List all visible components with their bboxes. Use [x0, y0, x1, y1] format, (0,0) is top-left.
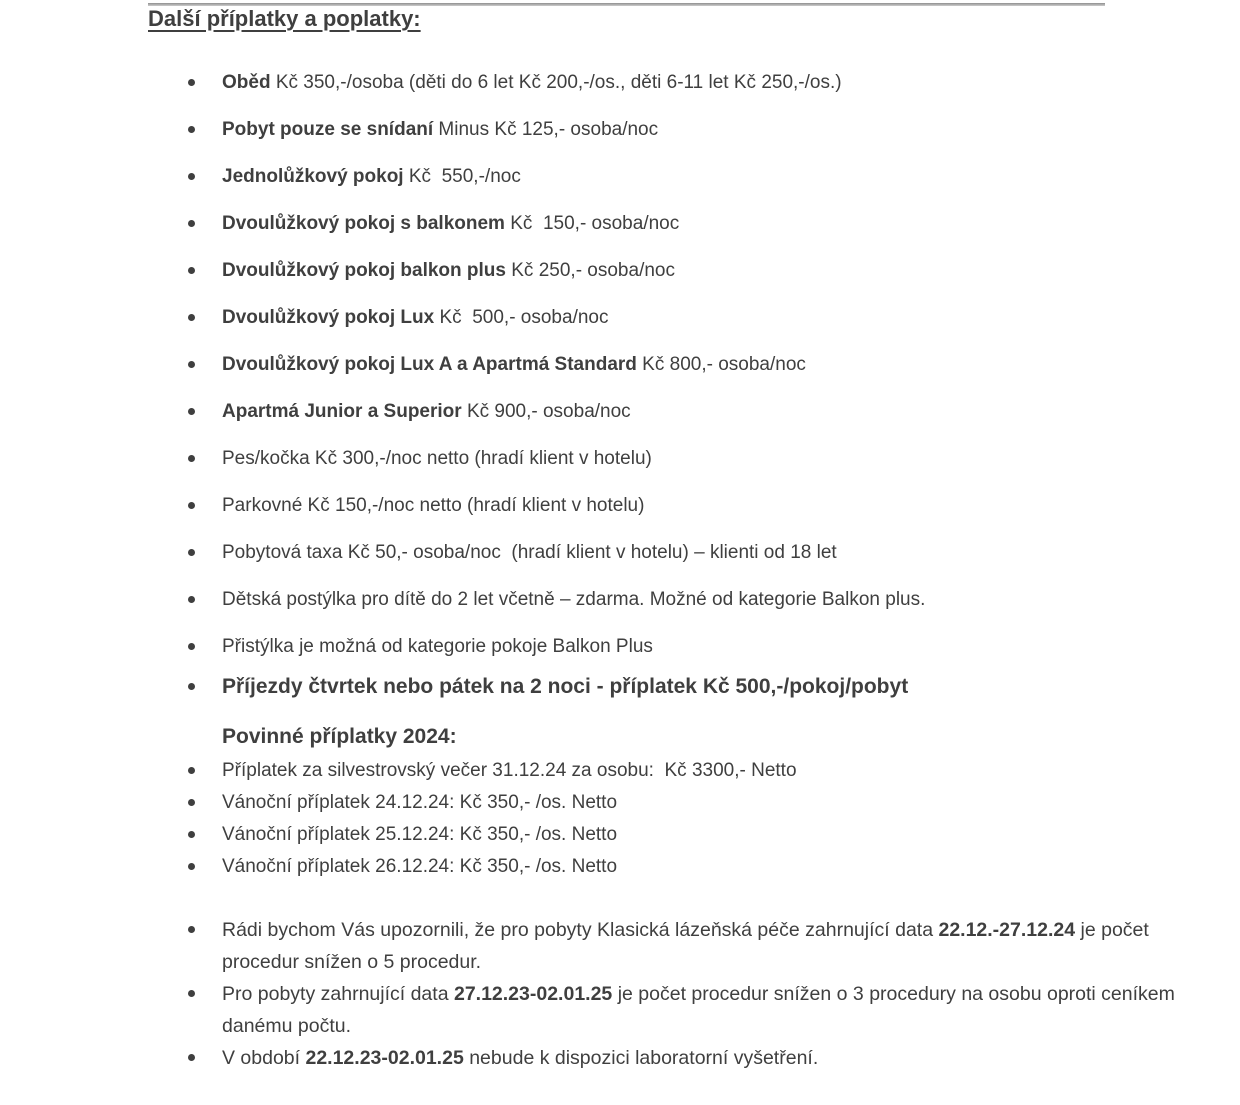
bullet-icon: [188, 126, 195, 133]
list-item-arrival-surcharge: [148, 676, 1240, 697]
list-item-apartment-junior-superior: [148, 402, 1240, 421]
bullet-icon: [188, 549, 195, 556]
note-text: je počet procedur snížen o 3 procedury na osobu oproti ceníkem danému počtu.: [222, 983, 1181, 1037]
item-text: Kč 800,- osoba/noc: [636, 354, 806, 375]
note-text: nebude k dispozici laboratorní vyšetření.: [463, 1047, 819, 1069]
note-text: V období: [222, 1047, 306, 1069]
item-text: Kč 500,- osoba/noc: [434, 307, 609, 328]
list-item-christmas-25: [148, 819, 1240, 851]
bullet-icon: [188, 767, 195, 774]
item-text: Příjezdy čtvrtek nebo pátek na 2 noci - příplatek Kč 500,-/pokoj/pobyt: [222, 675, 909, 698]
bullet-icon: [188, 455, 195, 462]
list-item-double-balcony: [148, 214, 1240, 233]
item-text: Vánoční příplatek 26.12.24: Kč 350,- /os. Netto: [222, 856, 618, 877]
surcharge-list: [148, 73, 1240, 697]
item-text: Kč 250,- osoba/noc: [505, 260, 675, 281]
item-text: Přistýlka je možná od kategorie pokoje Balkon Plus: [222, 636, 653, 657]
item-label: Dvoulůžkový pokoj s balkonem: [222, 213, 505, 234]
bullet-icon: [188, 408, 195, 415]
item-text: Dětská postýlka pro dítě do 2 let včetně – zdarma. Možné od kategorie Balkon plus.: [222, 589, 926, 610]
list-item-christmas-26: [148, 851, 1240, 883]
bullet-icon: [188, 79, 195, 86]
list-item-christmas-24: [148, 787, 1240, 819]
bullet-icon: [188, 863, 195, 870]
item-text: Příplatek za silvestrovský večer 31.12.24 za osobu: Kč 3300,- Netto: [222, 760, 797, 781]
top-divider: [148, 3, 1105, 6]
note-text: Rádi bychom Vás upozornili, že pro pobyty Klasická lázeňská péče zahrnující data: [222, 919, 939, 941]
bullet-icon: [188, 596, 195, 603]
item-text: Pobytová taxa Kč 50,- osoba/noc (hradí klient v hotelu) – klienti od 18 let: [222, 542, 837, 563]
bullet-icon: [188, 926, 195, 933]
note-text: Pro pobyty zahrnující data: [222, 983, 454, 1005]
item-label: Pobyt pouze se snídaní: [222, 119, 434, 140]
note-date-range: 22.12.-27.12.24: [938, 919, 1076, 941]
bullet-icon: [188, 361, 195, 368]
note-date-range: 22.12.23-02.01.25: [305, 1047, 464, 1069]
list-item-stay-tax: [148, 543, 1240, 562]
item-label: Dvoulůžkový pokoj Lux: [222, 307, 435, 328]
list-item-lunch: [148, 73, 1240, 92]
item-text: Parkovné Kč 150,-/noc netto (hradí klient v hotelu): [222, 495, 645, 516]
bullet-icon: [188, 990, 195, 997]
note-date-range: 27.12.23-02.01.25: [453, 983, 613, 1005]
list-item-pet-fee: [148, 449, 1240, 468]
item-text: Pes/kočka Kč 300,-/noc netto (hradí klient v hotelu): [222, 448, 652, 469]
bullet-icon: [188, 831, 195, 838]
bullet-icon: [188, 643, 195, 650]
bullet-icon: [188, 683, 195, 690]
list-item-double-lux-a-apartment: [148, 355, 1240, 374]
list-item-single-room: [148, 167, 1240, 186]
bullet-icon: [188, 799, 195, 806]
note-no-laboratory: [148, 1042, 1180, 1074]
item-text: Kč 150,- osoba/noc: [504, 213, 680, 234]
item-label: Apartmá Junior a Superior: [222, 401, 462, 422]
bullet-icon: [188, 502, 195, 509]
page-title: [148, 6, 1240, 31]
list-item-breakfast-only: [148, 120, 1240, 139]
item-text: Minus Kč 125,- osoba/noc: [433, 119, 659, 140]
item-text: Kč 550,-/noc: [403, 166, 521, 187]
bullet-icon: [188, 173, 195, 180]
item-label: Dvoulůžkový pokoj balkon plus: [222, 260, 506, 281]
item-text: Vánoční příplatek 24.12.24: Kč 350,- /os. Netto: [222, 792, 618, 813]
notes-list: [148, 914, 1240, 1074]
list-item-extra-bed: [148, 637, 1240, 656]
list-item-new-years-eve: [148, 755, 1240, 787]
note-procedures-reduced-3: [148, 978, 1180, 1042]
list-item-double-lux: [148, 308, 1240, 327]
item-text: Vánoční příplatek 25.12.24: Kč 350,- /os. Netto: [222, 824, 618, 845]
item-text: Kč 900,- osoba/noc: [461, 401, 631, 422]
list-item-baby-cot: [148, 590, 1240, 609]
item-text: Kč 350,-/osoba (děti do 6 let Kč 200,-/os., děti 6-11 let Kč 250,-/os.): [270, 72, 842, 93]
list-item-double-balcony-plus: [148, 261, 1240, 280]
item-label: Dvoulůžkový pokoj Lux A a Apartmá Standard: [222, 354, 637, 375]
item-label: Oběd: [222, 72, 271, 93]
mandatory-surcharge-list: [148, 755, 1240, 883]
bullet-icon: [188, 1054, 195, 1061]
note-procedures-reduced-5: [148, 914, 1180, 978]
page-title-text: Další příplatky a poplatky:: [148, 6, 421, 31]
section-heading-2024: Povinné příplatky 2024:: [222, 725, 457, 748]
note-text: je počet procedur snížen o 5 procedur.: [222, 919, 1155, 973]
bullet-icon: [188, 267, 195, 274]
bullet-icon: [188, 220, 195, 227]
item-label: Jednolůžkový pokoj: [222, 166, 404, 187]
bullet-icon: [188, 314, 195, 321]
list-item-parking-fee: [148, 496, 1240, 515]
